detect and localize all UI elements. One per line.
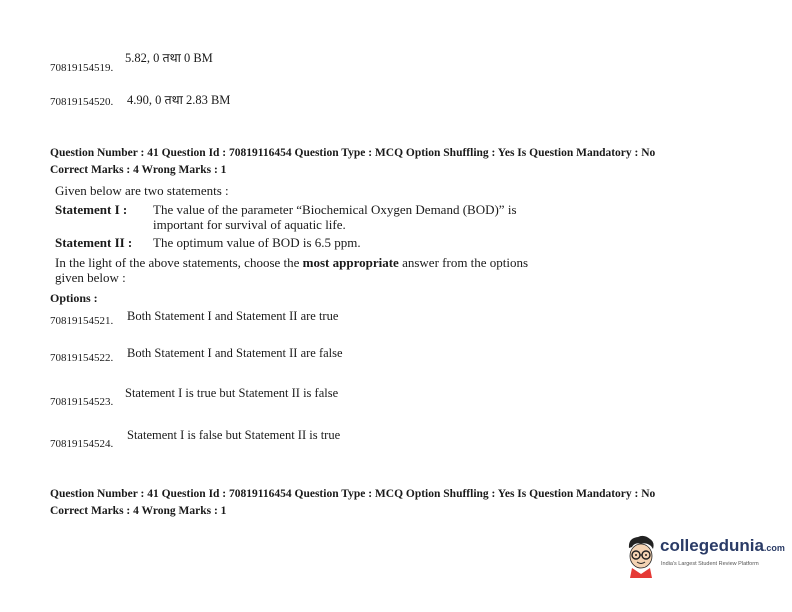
option-text: Statement I is true but Statement II is false [125, 386, 339, 400]
logo-wordmark: collegedunia.com [660, 536, 785, 555]
option-text: Statement I is false but Statement II is true [127, 428, 341, 442]
option-id: 70819154522. [50, 352, 114, 364]
question-header: Question Number : 41 Question Id : 70819116454 Question Type : MCQ Option Shuffling : Yes Is Question Mandatory : No [50, 147, 656, 159]
next-question-header: Question Number : 41 Question Id : 70819116454 Question Type : MCQ Option Shuffling : Yes Is Question Mandatory : No [50, 488, 656, 500]
statement-1-text-cont: important for survival of aquatic life. [153, 217, 346, 232]
statement-1-text: The value of the parameter “Biochemical Oxygen Demand (BOD)” is [153, 202, 517, 217]
collegedunia-logo [624, 534, 785, 578]
question-instruction: In the light of the above statements, choose the most appropriate answer from the options [55, 255, 529, 270]
option-id: 70819154521. [50, 315, 114, 327]
logo-tagline: India's Largest Student Review Platform [661, 561, 759, 567]
statement-2-text: The optimum value of BOD is 6.5 ppm. [153, 235, 361, 250]
question-intro: Given below are two statements : [55, 183, 229, 198]
marks-header: Correct Marks : 4 Wrong Marks : 1 [50, 164, 227, 176]
option-id: 70819154520. [50, 96, 114, 108]
option-id: 70819154519. [50, 62, 114, 74]
option-id: 70819154524. [50, 438, 114, 450]
question-instruction-cont: given below : [55, 270, 126, 285]
student-mascot-icon [624, 534, 658, 578]
options-label: Options : [50, 291, 98, 305]
option-text: 4.90, 0 तथा 2.83 BM [127, 93, 231, 107]
option-id: 70819154523. [50, 396, 114, 408]
next-marks-header: Correct Marks : 4 Wrong Marks : 1 [50, 505, 227, 517]
option-text: 5.82, 0 तथा 0 BM [125, 51, 213, 65]
option-text: Both Statement I and Statement II are false [127, 346, 343, 360]
statement-2-label: Statement II : [55, 235, 133, 250]
statement-1-label: Statement I : [55, 202, 128, 217]
instruction-emphasis: most appropriate [302, 255, 399, 270]
option-text: Both Statement I and Statement II are true [127, 309, 339, 323]
